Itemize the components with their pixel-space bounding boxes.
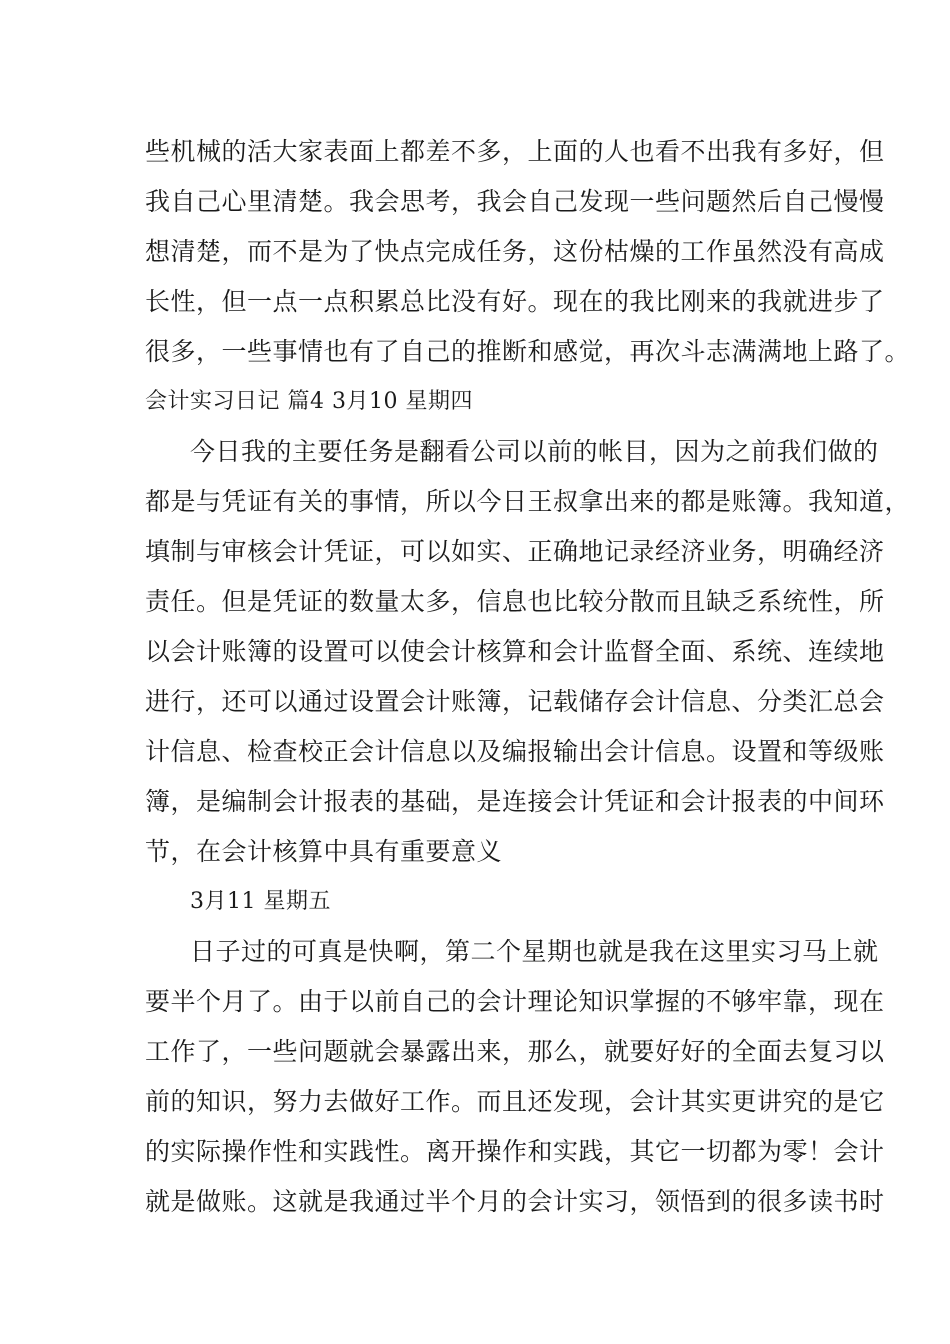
text-line: 长性，但一点一点积累总比没有好。现在的我比刚来的我就进步了 bbox=[145, 287, 885, 316]
text-line: 节，在会计核算中具有重要意义 bbox=[145, 837, 503, 866]
paragraph-first-line: 日子过的可真是快啊，第二个星期也就是我在这里实习马上就 bbox=[190, 937, 879, 966]
text-line: 很多，一些事情也有了自己的推断和感觉，再次斗志满满地上路了。 bbox=[145, 337, 911, 366]
text-line: 我自己心里清楚。我会思考，我会自己发现一些问题然后自己慢慢 bbox=[145, 187, 885, 216]
date-heading: 3月11 星期五 bbox=[190, 889, 331, 914]
text-line: 前的知识，努力去做好工作。而且还发现，会计其实更讲究的是它 bbox=[145, 1087, 885, 1116]
text-line: 就是做账。这就是我通过半个月的会计实习，领悟到的很多读书时 bbox=[145, 1187, 885, 1216]
text-line: 填制与审核会计凭证，可以如实、正确地记录经济业务，明确经济 bbox=[145, 537, 885, 566]
text-line: 些机械的活大家表面上都差不多，上面的人也看不出我有多好，但 bbox=[145, 137, 885, 166]
text-line: 工作了，一些问题就会暴露出来，那么，就要好好的全面去复习以 bbox=[145, 1037, 885, 1066]
text-line: 想清楚，而不是为了快点完成任务，这份枯燥的工作虽然没有高成 bbox=[145, 237, 885, 266]
text-line: 要半个月了。由于以前自己的会计理论知识掌握的不够牢靠，现在 bbox=[145, 987, 885, 1016]
text-line: 都是与凭证有关的事情，所以今日王叔拿出来的都是账簿。我知道， bbox=[145, 487, 911, 516]
section-heading: 会计实习日记 篇4 3月10 星期四 bbox=[145, 389, 473, 414]
text-line: 计信息、检查校正会计信息以及编报输出会计信息。设置和等级账 bbox=[145, 737, 885, 766]
text-line: 责任。但是凭证的数量太多，信息也比较分散而且缺乏系统性，所 bbox=[145, 587, 885, 616]
text-line: 簿，是编制会计报表的基础，是连接会计凭证和会计报表的中间环 bbox=[145, 787, 885, 816]
text-line: 以会计账簿的设置可以使会计核算和会计监督全面、系统、连续地 bbox=[145, 637, 885, 666]
text-line: 的实际操作性和实践性。离开操作和实践，其它一切都为零！会计 bbox=[145, 1137, 885, 1166]
paragraph-first-line: 今日我的主要任务是翻看公司以前的帐目，因为之前我们做的 bbox=[190, 437, 879, 466]
text-line: 进行，还可以通过设置会计账簿，记载储存会计信息、分类汇总会 bbox=[145, 687, 885, 716]
